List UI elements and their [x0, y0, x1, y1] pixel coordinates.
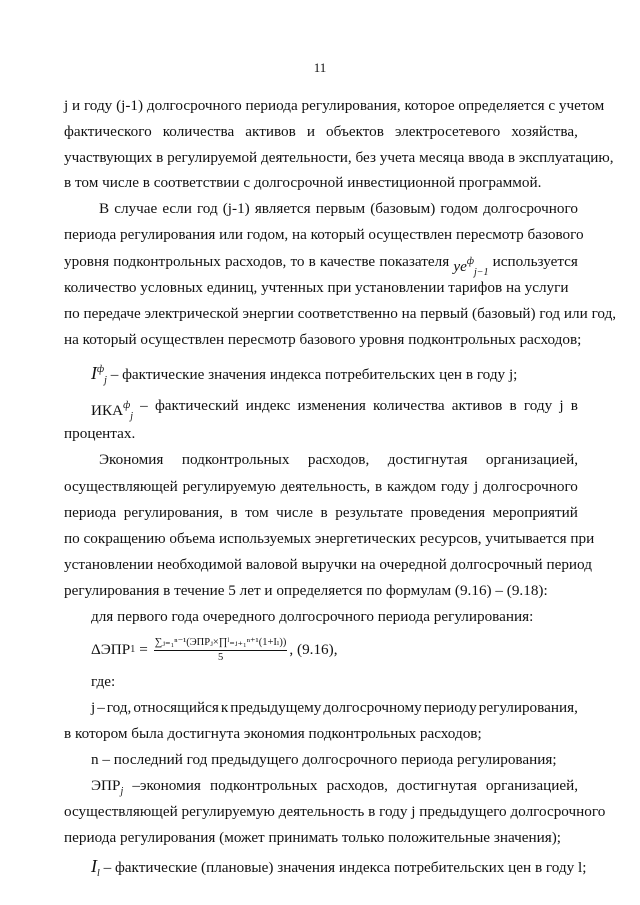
word: активов — [451, 397, 503, 414]
para1-line3: участвующих в регулируемой деятельности, без учета месяца ввода в эксплуатацию, — [64, 149, 614, 166]
word: (j-1) — [222, 200, 250, 217]
word: В — [99, 200, 110, 217]
word: хозяйства, — [511, 123, 578, 140]
word: объектов — [326, 123, 384, 140]
para2-line2: периода регулирования или годом, на который осуществлен пересмотр базового — [64, 226, 584, 243]
word: проведения — [410, 504, 486, 521]
para2-line6: на который осуществлен пересмотр базового уровня подконтрольных расходов; — [64, 331, 582, 348]
i-definition: – фактические значения индекса потребительских цен в году j; — [110, 366, 518, 383]
para2-line5: по передаче электрической энергии соответственно на первый (базовый) год или год, — [64, 305, 617, 322]
para1-line2 — [64, 122, 578, 142]
word: организацией, — [485, 777, 578, 794]
formula-lhs: ΔЭПР — [91, 641, 131, 658]
word: количества — [162, 123, 235, 140]
word: j — [473, 478, 479, 495]
para3-line4: по сокращению объема используемых энергетических ресурсов, учитывается при — [64, 530, 595, 547]
i-sup: ф — [97, 364, 105, 375]
word: год — [196, 200, 218, 217]
word: показателя — [379, 253, 450, 270]
il-sub: l — [97, 868, 100, 879]
symbol-sub: j−1 — [473, 267, 489, 278]
word: изменения — [297, 397, 366, 414]
word: долгосрочного — [483, 200, 578, 217]
para3-line6: регулирования в течение 5 лет и определяется по формулам (9.16) – (9.18): — [64, 582, 548, 599]
word: долгосрочного — [483, 478, 578, 495]
word: уровня — [64, 253, 110, 270]
ika-symbol: ИКА — [91, 402, 124, 419]
def-ika-line1 — [91, 396, 578, 427]
word: фактического — [64, 123, 152, 140]
word: периоду — [423, 699, 477, 716]
ika-sup: ф — [123, 400, 131, 411]
def-epr-line1 — [91, 776, 578, 802]
word: том — [245, 504, 269, 521]
para3-line3 — [64, 503, 578, 523]
def-epr-line3: периода регулирования (может принимать только положительные значения); — [64, 829, 561, 846]
para3-line2 — [64, 477, 578, 497]
word: качестве — [319, 253, 376, 270]
symbol-base: уе — [453, 258, 467, 275]
word: (базовым) — [370, 200, 436, 217]
word: регулируемую — [182, 478, 276, 495]
epr-symbol: ЭПР — [91, 777, 121, 794]
word: активов — [245, 123, 296, 140]
first-year-line: для первого года очередного долгосрочного периода регулирования: — [91, 608, 534, 625]
word: электросетевого — [394, 123, 501, 140]
word: году — [523, 397, 553, 414]
word: организацией, — [485, 451, 578, 468]
def-ika-line2: процентах. — [64, 425, 136, 442]
ika-sub: j — [130, 411, 133, 422]
word: году — [440, 478, 470, 495]
word: расходов, — [224, 253, 287, 270]
def-il-line — [91, 856, 587, 884]
word: год, — [106, 699, 132, 716]
word: в — [320, 504, 328, 521]
para3-line5: установлении необходимой валовой выручки на очередной долгосрочный период — [64, 556, 592, 573]
formula-denominator: 5 — [217, 651, 224, 663]
word: относящийся — [133, 699, 219, 716]
word: случае — [114, 200, 158, 217]
formula-fraction — [154, 637, 288, 664]
def-epr-line2: осуществляющей регулируемую деятельность в году j предыдущего долгосрочного — [64, 803, 606, 820]
word: периода — [64, 504, 117, 521]
word: и — [306, 123, 315, 140]
formula-numerator: ∑ⱼ₌₁ⁿ⁻¹(ЭПРⱼ×∏ˡ₌ⱼ₊₁ⁿ⁺¹(1+Iₗ)) — [154, 637, 288, 651]
i-sub: j — [104, 375, 107, 386]
word: – — [97, 699, 105, 716]
word: регулирования, — [478, 699, 578, 716]
word: – — [140, 397, 148, 414]
word: к — [220, 699, 229, 716]
word: расходов, — [326, 777, 388, 794]
para3-line1 — [99, 450, 578, 470]
formula-lhs-sub: 1 — [130, 644, 136, 655]
word: индекс — [245, 397, 291, 414]
where-label: где: — [91, 673, 116, 690]
word: расходов, — [307, 451, 370, 468]
word: мероприятий — [492, 504, 578, 521]
word: числе — [276, 504, 313, 521]
word: в — [509, 397, 517, 414]
word: подконтрольных — [181, 451, 290, 468]
symbol-sup: ф — [466, 256, 474, 267]
def-j-line1 — [91, 698, 578, 718]
para2-line1 — [99, 199, 578, 219]
word: Экономия — [99, 451, 164, 468]
word: количества — [373, 397, 445, 414]
word: долгосрочному — [323, 699, 422, 716]
word: в — [570, 397, 578, 414]
word: каждом — [387, 478, 437, 495]
word: деятельность, — [280, 478, 371, 495]
def-n-line: n – последний год предыдущего долгосрочного периода регулирования; — [91, 751, 557, 768]
word: достигнутая — [387, 451, 468, 468]
epr-symbol-group — [91, 776, 123, 802]
word: является — [254, 200, 311, 217]
ika-symbol-group — [91, 396, 133, 427]
word: j — [559, 397, 564, 414]
word: в — [308, 253, 316, 270]
epr-sub: j — [120, 786, 124, 797]
word: первым — [315, 200, 366, 217]
formula-eq: = — [139, 641, 148, 658]
word: фактический — [154, 397, 239, 414]
il-definition: – фактические (плановые) значения индекса потребительских цен в году l; — [103, 859, 587, 876]
word: предыдущему — [230, 699, 322, 716]
word: то — [290, 253, 305, 270]
word: достигнутая — [397, 777, 477, 794]
word: в — [230, 504, 238, 521]
para1-line1: j и году (j-1) долгосрочного периода регулирования, которое определяется с учетом — [64, 97, 605, 114]
para2-line4: количество условных единиц, учтенных при установлении тарифов на услуги — [64, 279, 569, 296]
word: годом — [440, 200, 478, 217]
i-symbol: I — [91, 363, 97, 383]
para1-line4: в том числе в соответствии с долгосрочной инвестиционной программой. — [64, 174, 542, 191]
word: если — [162, 200, 192, 217]
formula-ref: , (9.16), — [289, 641, 338, 658]
il-symbol: I — [91, 856, 97, 876]
page-number: 11 — [313, 60, 327, 75]
word: подконтрольных — [113, 253, 221, 270]
word: регулирования, — [123, 504, 223, 521]
def-j-line2: в котором была достигнута экономия подконтрольных расходов; — [64, 725, 482, 742]
formula-9-16 — [91, 632, 578, 668]
word: используется — [492, 253, 578, 270]
word: –экономия — [132, 777, 201, 794]
word: в — [375, 478, 383, 495]
word: j — [91, 699, 96, 716]
word: осуществляющей — [64, 478, 178, 495]
word: результате — [335, 504, 403, 521]
def-i-line — [91, 360, 578, 391]
word: подконтрольных — [209, 777, 318, 794]
